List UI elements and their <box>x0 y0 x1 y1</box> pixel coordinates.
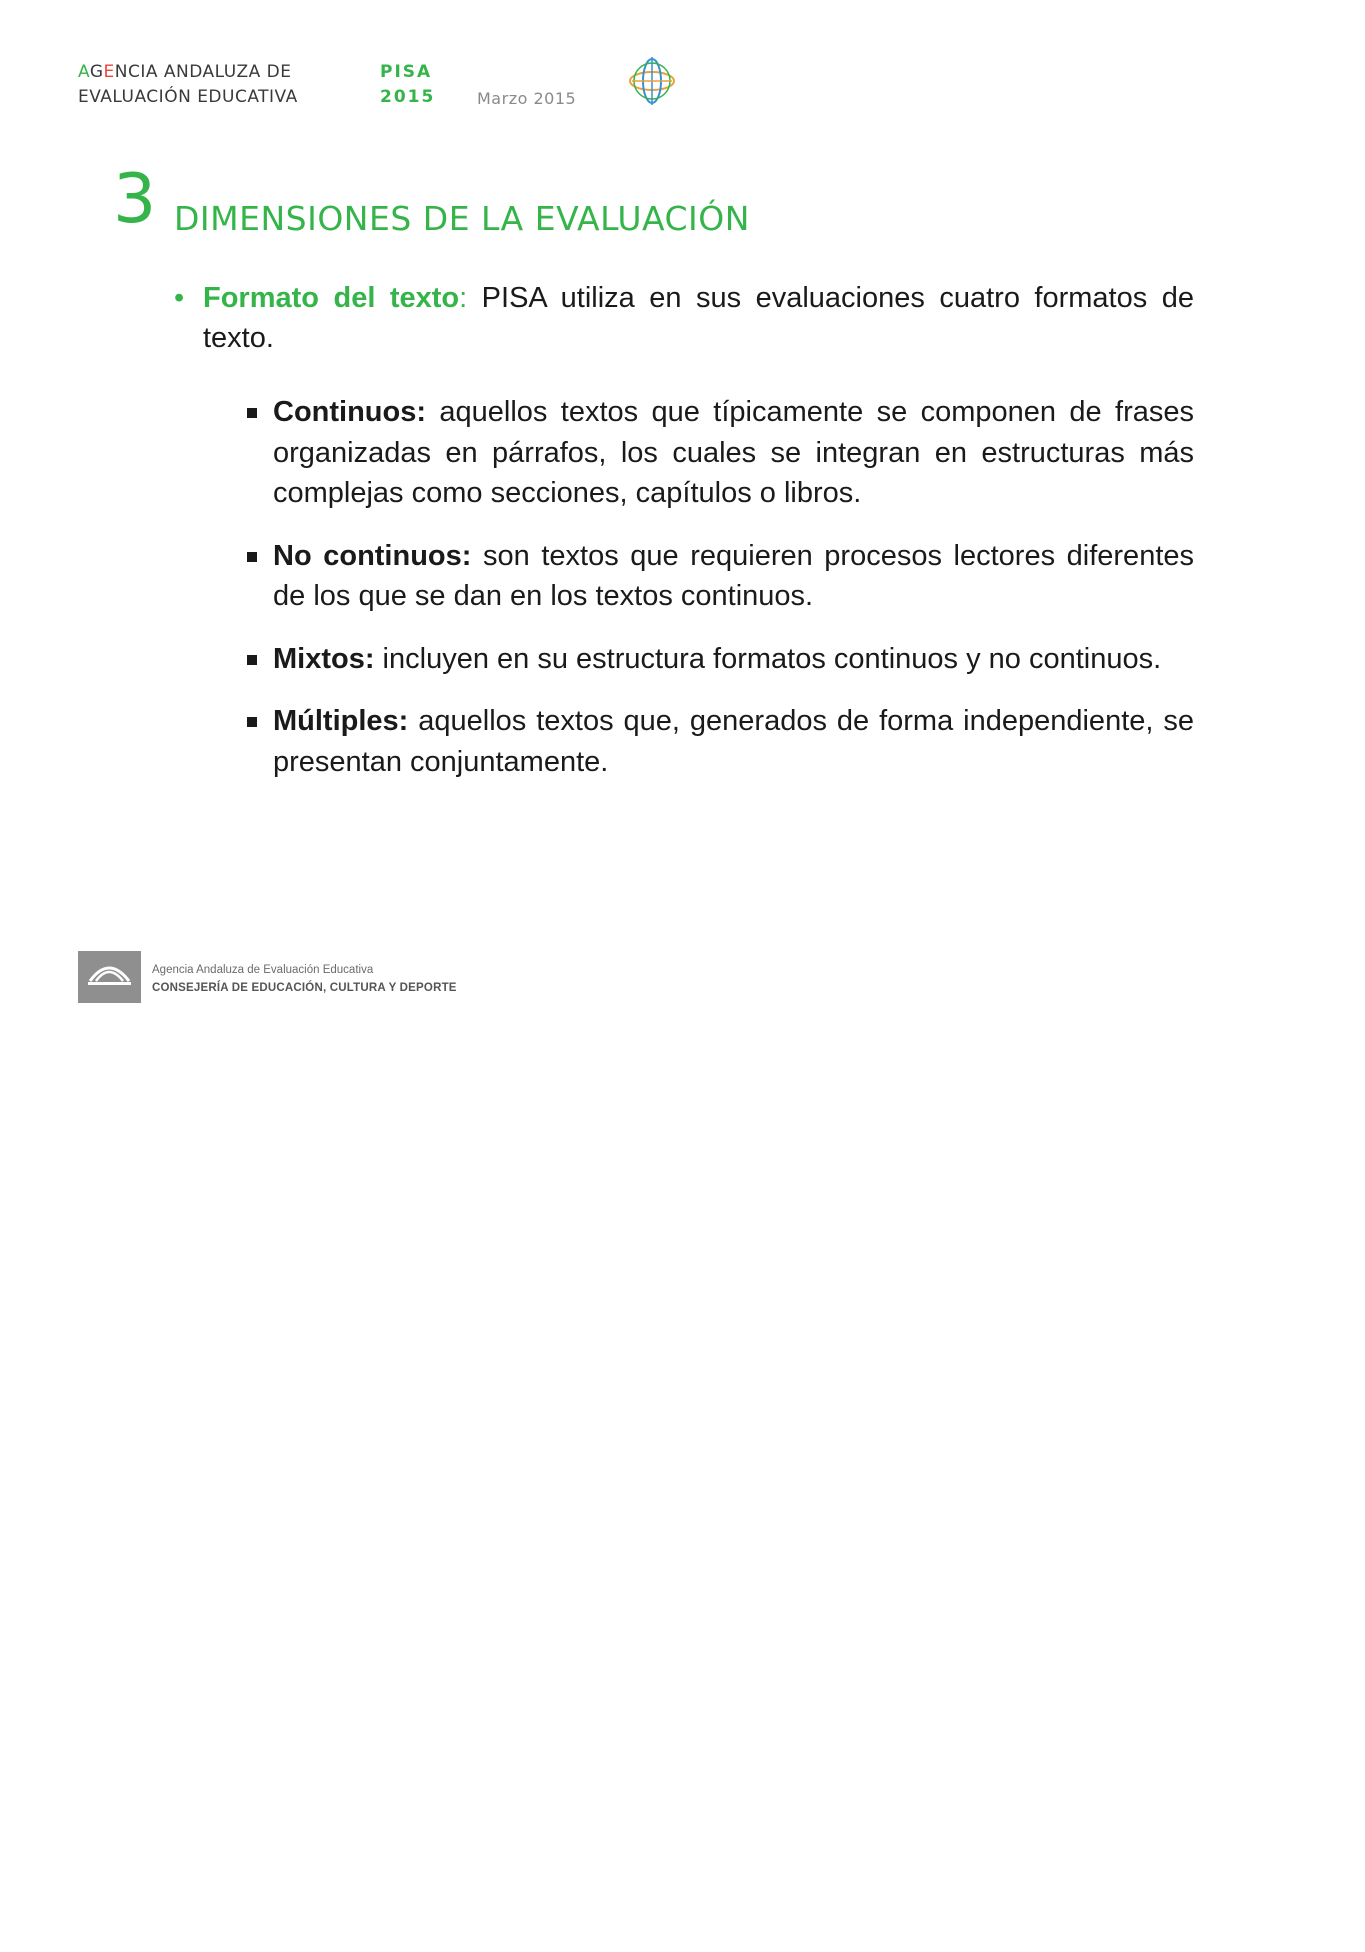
agency-name: AGENCIA ANDALUZA DE EVALUACIÓN EDUCATIVA <box>78 62 298 107</box>
arch-logo-icon <box>78 951 141 991</box>
item-term: Mixtos: <box>273 642 375 675</box>
list-item <box>244 701 1194 782</box>
lead-paragraph: • Formato del texto: PISA utiliza en sus evaluaciones cuatro formatos de texto. <box>174 278 1194 358</box>
lead-term: Formato del texto <box>203 282 460 314</box>
list-item <box>244 536 1194 617</box>
section-number: 3 <box>113 160 157 239</box>
pisa-label: PISA 2015 <box>380 62 436 107</box>
square-bullet-icon <box>247 717 257 727</box>
item-text: aquellos textos que típicamente se componen de frases organizadas en párrafos, los cuales se integran en estructuras más complejas como secciones, capítulos o libros. <box>273 396 1194 509</box>
junta-andalucia-logo <box>78 951 191 1952</box>
item-text: aquellos textos que, generados de forma independiente, se presentan conjuntamente. <box>273 705 1194 778</box>
item-text: incluyen en su estructura formatos continuos y no continuos. <box>374 642 1162 675</box>
list-item <box>244 639 1194 680</box>
bullet: • <box>174 282 185 314</box>
section-title: DIMENSIONES DE LA EVALUACIÓN <box>174 199 750 238</box>
square-bullet-icon <box>247 408 257 418</box>
item-text: son textos que requieren procesos lectores diferentes de los que se dan en los textos continuos. <box>273 539 1195 612</box>
logo-caption: JUNTA DE ANDALUCIA <box>162 1940 191 1952</box>
date-label: Marzo 2015 <box>477 89 577 108</box>
list-item <box>244 392 1194 514</box>
item-term: No continuos: <box>273 539 472 572</box>
square-bullet-icon <box>247 655 257 665</box>
globe-logo-icon <box>626 55 678 107</box>
item-term: Continuos: <box>273 396 427 428</box>
lead-text: PISA utiliza en sus evaluaciones cuatro formatos de texto. <box>203 282 1194 354</box>
format-list <box>244 392 1194 804</box>
item-term: Múltiples: <box>273 705 409 737</box>
agency-name-line2: EVALUACIÓN EDUCATIVA <box>78 87 298 107</box>
footer-agency-name: Agencia Andaluza de Evaluación Educativa <box>152 964 374 976</box>
footer-ministry-name: CONSEJERÍA DE EDUCACIÓN, CULTURA Y DEPORTE <box>152 982 457 994</box>
square-bullet-icon <box>247 552 257 562</box>
